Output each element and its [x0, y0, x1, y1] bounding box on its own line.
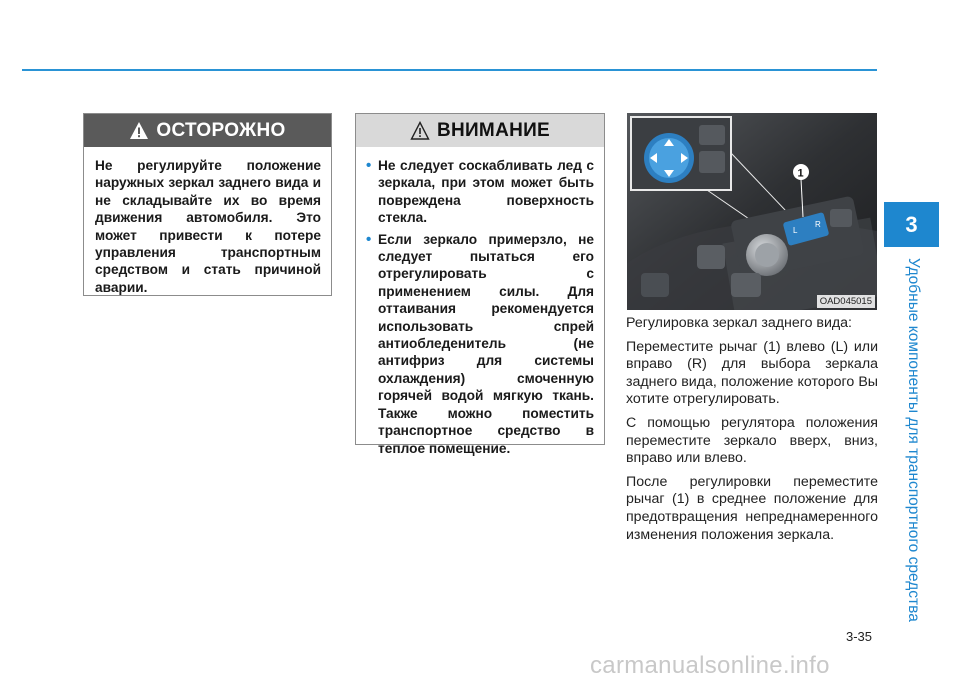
- warning-heading: ОСТОРОЖНО: [156, 119, 286, 141]
- chapter-title: Удобные компоненты для транспортного средства: [905, 258, 922, 622]
- caution-header: [356, 114, 604, 147]
- watermark: carmanualsonline.info: [590, 652, 830, 679]
- instruction-paragraph: С помощью регулятора положения переместите зеркало вверх, вниз, вправо или влево.: [626, 414, 878, 467]
- callout-number: 1: [797, 167, 804, 180]
- warning-triangle-icon: [129, 121, 149, 141]
- top-rule: [22, 69, 877, 71]
- switch-label-r: R: [815, 220, 821, 229]
- instruction-paragraph: Переместите рычаг (1) влево (L) или вправо (R) для выбора зеркала заднего вида, положение которого Вы хотите отрегулировать.: [626, 338, 878, 408]
- door-panel-illustration: [627, 113, 877, 310]
- chapter-number: 3: [905, 211, 918, 237]
- caution-triangle-icon: [410, 121, 430, 141]
- figure-code: OAD045015: [817, 295, 875, 308]
- chapter-tab[interactable]: [884, 202, 939, 247]
- warning-box: [83, 113, 332, 296]
- warning-header: [84, 114, 331, 147]
- caution-item: • Не следует соскабливать лед с зеркала, при этом может быть повреждена поверхность стекла.: [368, 157, 594, 227]
- caution-box: [355, 113, 605, 456]
- instruction-paragraph: Регулировка зеркал заднего вида:: [626, 315, 852, 331]
- caution-heading: ВНИМАНИЕ: [436, 119, 551, 141]
- page-number: 3-35: [846, 629, 873, 644]
- switch-label-l: L: [793, 226, 798, 235]
- warning-text: Не регулируйте положение наружных зеркал заднего вида и не складывайте их во время движения автомобиля. Это может привести к потере управления транспортным средством и стать причиной аварии.: [95, 158, 321, 295]
- caution-item: • Если зеркало примерзло, не следует пытаться его отрегулировать с применением силы. Для оттаивания рекомендуется использовать спрей антиобледенитель (не антифриз для системы охлаждения) смоченную горячей водой мягкую ткань. Также можно поместить транспортное средство в теплое помещение.: [368, 231, 594, 457]
- instruction-paragraph: После регулировки переместите рычаг (1) в среднее положение для предотвращения непреднамеренного изменения положения зеркала.: [626, 473, 878, 543]
- mirror-switch-photo: [627, 113, 877, 310]
- caution-list: [356, 147, 604, 457]
- instructions-text: [626, 315, 878, 550]
